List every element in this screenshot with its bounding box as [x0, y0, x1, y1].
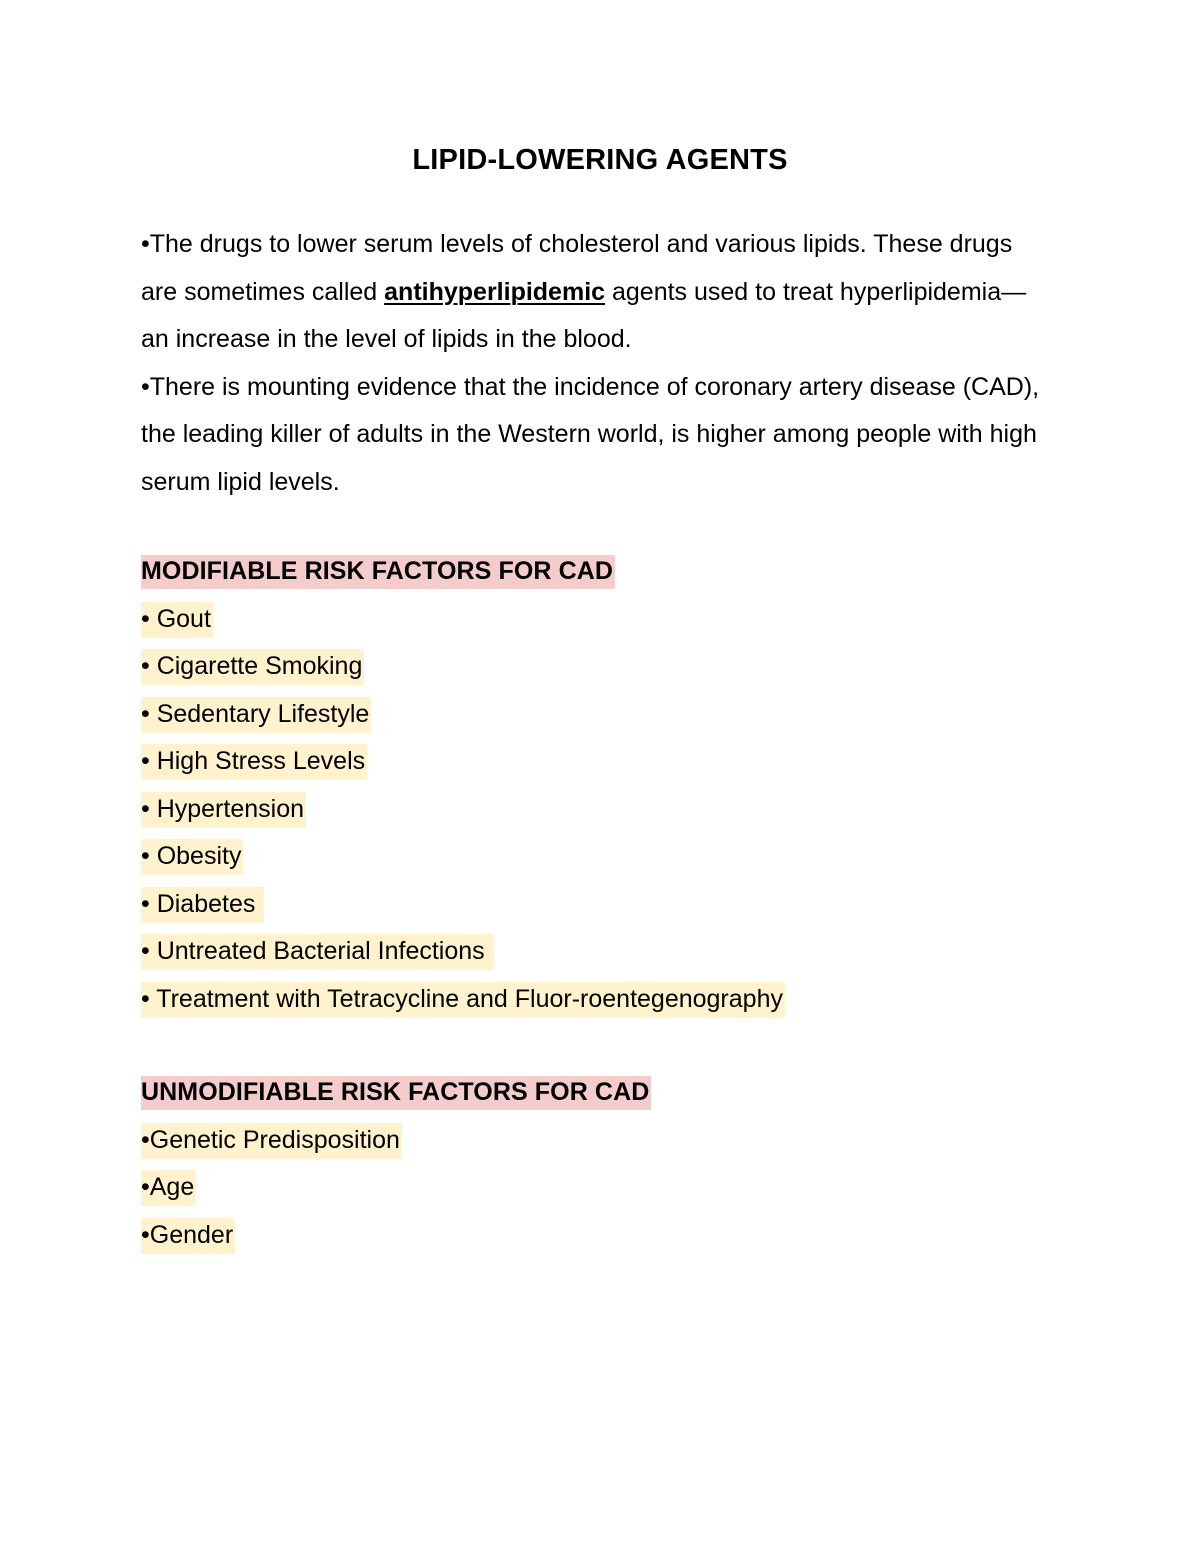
list-item — [141, 1117, 1091, 1165]
risk-factor-tetracycline: • Treatment with Tetracycline and Fluor-roentegenography — [141, 982, 785, 1018]
intro-paragraph-1-start: •The drugs to lower serum levels of cholesterol and various lipids. These drugs are sometimes called — [141, 230, 1013, 306]
intro-paragraph-2: •There is mounting evidence that the incidence of coronary artery disease (CAD), the leading killer of adults in the Western world, is higher among people with high serum lipid levels. — [141, 372, 1040, 496]
risk-factor-sedentary: • Sedentary Lifestyle — [141, 697, 371, 733]
modifiable-risk-factor-list — [141, 596, 1091, 1024]
unmodifiable-heading-text: UNMODIFIABLE RISK FACTORS FOR CAD — [141, 1076, 651, 1110]
list-item — [141, 738, 1091, 786]
intro-paragraph-1 — [141, 221, 1046, 364]
risk-factor-genetic: •Genetic Predisposition — [141, 1123, 402, 1159]
list-item — [141, 881, 1091, 929]
risk-factor-stress: • High Stress Levels — [141, 744, 367, 780]
unmodifiable-section-heading — [141, 1069, 1091, 1117]
risk-factor-infections: • Untreated Bacterial Infections — [141, 934, 494, 970]
list-item — [141, 1164, 1091, 1212]
antihyperlipidemic-term: antihyperlipidemic — [384, 277, 606, 306]
risk-factor-gender: •Gender — [141, 1218, 235, 1254]
unmodifiable-risk-factors-section — [141, 1069, 1091, 1259]
risk-factor-gout: • Gout — [141, 602, 213, 638]
unmodifiable-risk-factor-list — [141, 1117, 1091, 1260]
intro-paragraph-1-end: agents used to treat hyperlipidemia—an increase in the level of lipids in the blood. — [141, 277, 1027, 353]
risk-factor-age: •Age — [141, 1170, 196, 1206]
list-item — [141, 928, 1091, 976]
list-item — [141, 643, 1091, 691]
risk-factor-diabetes: • Diabetes — [141, 887, 264, 923]
risk-factor-smoking: • Cigarette Smoking — [141, 649, 364, 685]
modifiable-heading-text: MODIFIABLE RISK FACTORS FOR CAD — [141, 555, 615, 589]
list-item — [141, 691, 1091, 739]
modifiable-risk-factors-section — [141, 548, 1091, 1023]
list-item — [141, 786, 1091, 834]
list-item — [141, 1212, 1091, 1260]
page-title: LIPID-LOWERING AGENTS — [412, 144, 788, 176]
intro-text — [141, 221, 1046, 506]
list-item — [141, 833, 1091, 881]
modifiable-section-heading — [141, 548, 1091, 596]
risk-factor-hypertension: • Hypertension — [141, 792, 306, 828]
risk-factor-obesity: • Obesity — [141, 839, 243, 875]
list-item — [141, 976, 1091, 1024]
list-item — [141, 596, 1091, 644]
